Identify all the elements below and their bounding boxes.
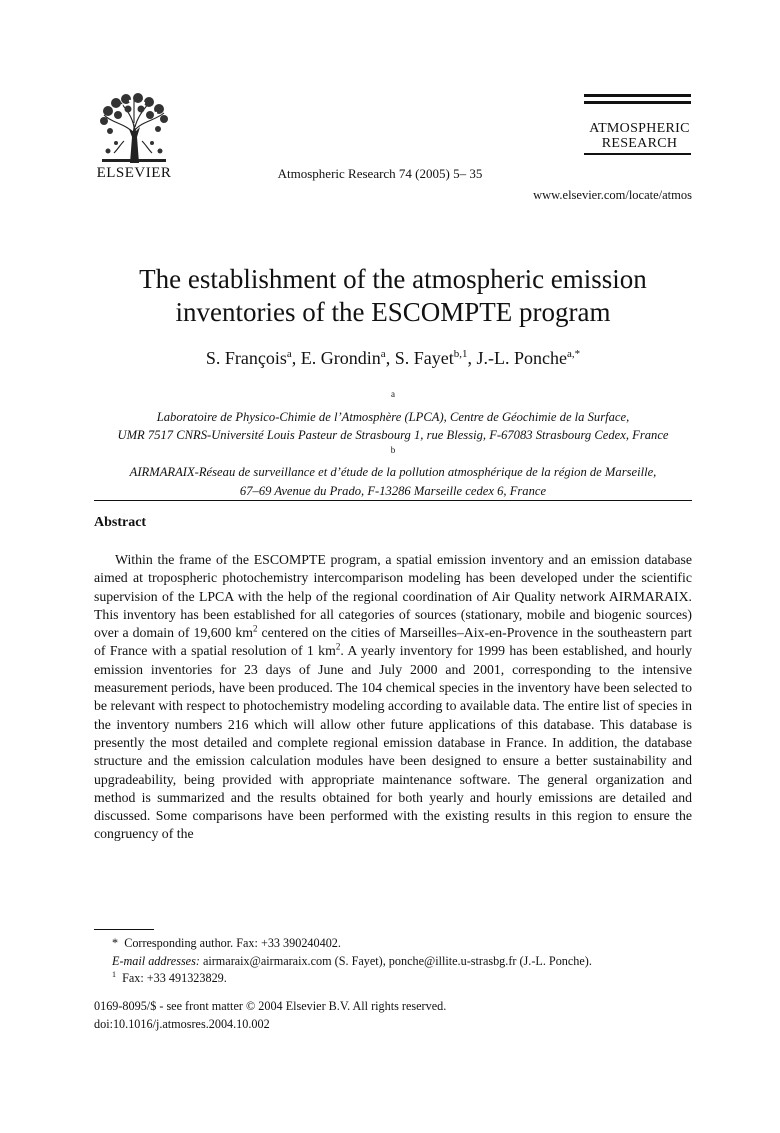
affiliation-b-line1: $^b$ AIRMARAIX-Réseau de surveillance et d’étude de la pollution atmosphérique de la région de Marseille, bbox=[129, 444, 657, 479]
journal-name-line: RESEARCH bbox=[601, 136, 678, 151]
footnote-divider bbox=[94, 929, 154, 930]
author-name: E. Grondin bbox=[300, 348, 381, 368]
doi-link[interactable]: doi:10.1016/j.atmosres.2004.10.002 bbox=[94, 1016, 270, 1031]
author-affiliation-mark: b,1 bbox=[453, 348, 468, 360]
journal-citation: Atmospheric Research 74 (2005) 5– 35 bbox=[277, 166, 483, 181]
affiliations bbox=[94, 389, 692, 500]
footnote-mark: * bbox=[112, 936, 119, 950]
superscript: 2 bbox=[335, 641, 341, 652]
superscript: 2 bbox=[253, 623, 258, 634]
author-name: S. Fayet bbox=[394, 348, 454, 368]
footnote-mark: 1 bbox=[112, 969, 116, 979]
header-rule bbox=[584, 94, 691, 97]
author-separator: , bbox=[467, 348, 477, 368]
author-affiliation-mark: a,* bbox=[566, 348, 581, 360]
copyright-line: 0169-8095/$ - see front matter © 2004 Elsevier B.V. All rights reserved. bbox=[94, 999, 447, 1013]
affiliation-a-line1: $^a$ Laboratoire de Physico-Chimie de l’Atmosphère (LPCA), Centre de Géochimie de la Surface, bbox=[156, 388, 630, 424]
footnote-1: $^1$ Fax: +33 491323829. bbox=[112, 969, 227, 985]
author-name: S. François bbox=[205, 348, 287, 368]
affiliation-mark: b bbox=[390, 444, 396, 455]
email-addresses[interactable]: airmaraix@airmaraix.com (S. Fayet), ponche@illite.u-strasbg.fr (J.-L. Ponche). bbox=[202, 953, 592, 968]
copyright-block bbox=[94, 998, 692, 1033]
journal-name-underline bbox=[584, 153, 691, 155]
abstract-divider bbox=[94, 500, 692, 501]
footnotes bbox=[112, 935, 692, 988]
email-label: E-mail addresses: bbox=[112, 953, 200, 968]
author-affiliation-mark: a bbox=[380, 348, 386, 360]
publisher-name: ELSEVIER bbox=[96, 165, 172, 181]
journal-name bbox=[584, 121, 695, 151]
author-name: J.-L. Ponche bbox=[476, 348, 567, 368]
journal-header-rules bbox=[584, 94, 691, 108]
article-title-line: inventories of the ESCOMPTE program bbox=[175, 297, 611, 327]
journal-name-line: ATMOSPHERIC bbox=[589, 121, 690, 136]
affiliation-mark: a bbox=[391, 388, 395, 399]
abstract-text: Within the frame of the ESCOMPTE program, a spatial emission inventory and an emission database aimed at tropospheric photochemistry intercomparison modeling has been developed under the scientific supervision of the LPCA with the help of the regional coordination of Air Quality network AIRMARAIX. This inventory has been established for all categories of sources (stationary, mobile and biogenic sources) over a domain of 19,600 $km^2$ centered on the cities of Marseilles–Aix-en-Provence in the southeastern part of France with a spatial resolution of 1 $km^2$. A yearly inventory for 1999 has been established, and hourly emission inventories for 23 days of June and July 2000 and 2001, corresponding to the intensive measurement periods, have been produced. The 104 chemical species in the inventory have been selected to be relevant with respect to photochemistry modeling according to available data. The entire list of species in the inventory numbers 216 which will allow other future applications of this database. This database is presently the most detailed and complete regional emission database in France. In addition, the database structure and the emission calculation modules have been designed to ensure a better sustainability and upgradeability, being provided with appropriate maintenance software. The general organization and method is summarized and the results obtained for both yearly and hourly emissions are detailed and discussed. Some comparisons have been performed with the existing results in this region to ensure the congruency of the bbox=[94, 552, 692, 842]
abstract-heading: Abstract bbox=[94, 515, 147, 530]
author-list bbox=[94, 348, 692, 369]
author-separator: , bbox=[385, 348, 395, 368]
affiliation-a-line2: UMR 7517 CNRS-Université Louis Pasteur de Strasbourg 1, rue Blessig, F-67083 Strasbourg Cedex, France bbox=[117, 428, 669, 442]
footnote-corresponding: * Corresponding author. Fax: +33 390240402. bbox=[112, 936, 341, 950]
affiliation-b-line2: 67–69 Avenue du Prado, F-13286 Marseille cedex 6, France bbox=[239, 483, 547, 498]
header-rule bbox=[584, 101, 691, 104]
journal-url-link[interactable]: www.elsevier.com/locate/atmos bbox=[533, 188, 692, 202]
author-separator: , bbox=[291, 348, 301, 368]
article-title bbox=[94, 263, 692, 329]
author-affiliation-mark: a bbox=[286, 348, 292, 360]
article-title-line: The establishment of the atmospheric emission bbox=[139, 264, 647, 294]
footnote-email bbox=[112, 953, 692, 971]
